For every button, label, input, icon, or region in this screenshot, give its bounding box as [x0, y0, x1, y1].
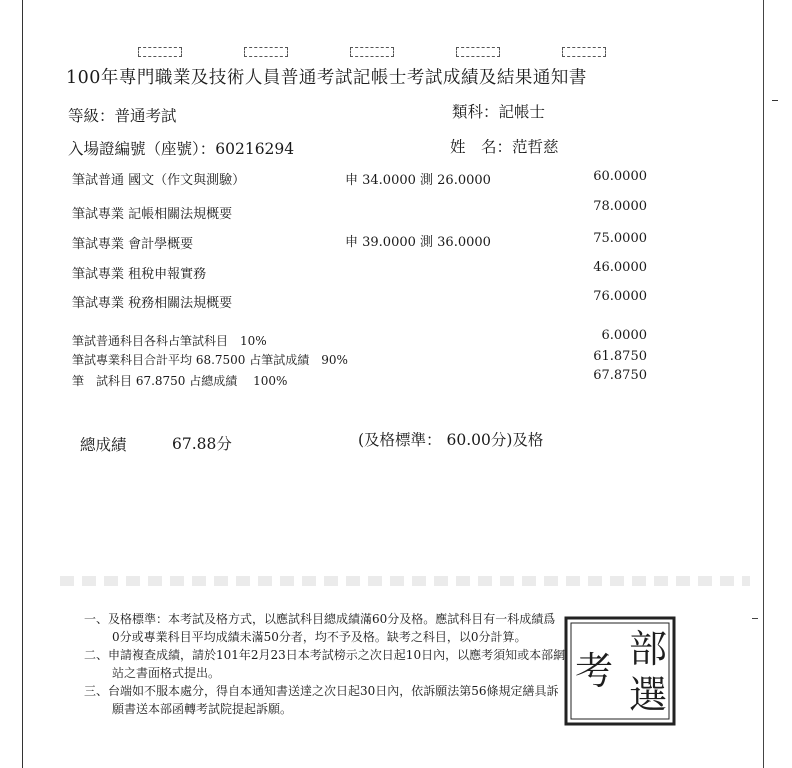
svg-text:部: 部	[628, 627, 668, 671]
notes-section	[84, 610, 565, 718]
subject-score: 78.0000	[593, 199, 647, 214]
svg-text:考: 考	[574, 649, 614, 693]
note-line: 0分或專業科目平均成績未滿50分者，均不予及格。缺考之科目，以0分計算。	[112, 630, 527, 644]
subject-name: 筆試專業 租稅申報實務	[72, 267, 207, 282]
note-line: 二、申請複查成績，請於101年2月23日本考試榜示之次日起10日內，以應考須知或本部網	[84, 648, 566, 662]
document-title: 100年專門職業及技術人員普通考試記帳士考試成績及結果通知書	[66, 68, 587, 88]
note-line: 站之書面格式提出。	[112, 666, 221, 680]
faint-bleed-through	[60, 576, 750, 586]
edge-mark	[772, 100, 778, 101]
blank-box	[456, 47, 500, 57]
note-line: 一、及格標準：本考試及格方式，以應試科目總成績滿60分及格。應試科目有一科成績爲	[84, 612, 556, 626]
page-edge-left	[22, 0, 23, 768]
category-label: 類科：記帳士	[452, 103, 546, 121]
level-label: 等級：普通考試	[68, 107, 177, 125]
subject-name: 筆試普通 國文（作文與測驗）	[72, 173, 246, 188]
total-score: 67.88分	[172, 435, 232, 453]
summary-value: 6.0000	[601, 328, 647, 343]
admission-number: 入場證編號（座號）：60216294	[68, 140, 295, 158]
edge-tick	[752, 618, 758, 619]
official-seal	[560, 612, 680, 730]
blank-box	[138, 47, 182, 57]
summary-label: 筆 試科目 67.8750 占總成績 100%	[72, 374, 288, 388]
page-edge-right	[763, 0, 764, 768]
blank-box	[244, 47, 288, 57]
subject-score: 75.0000	[593, 231, 647, 246]
summary-label: 筆試普通科目各科占筆試科目 10%	[72, 334, 267, 348]
subject-name: 筆試專業 稅務相關法規概要	[72, 296, 233, 311]
summary-label: 筆試專業科目合計平均 68.7500 占筆試成績 90%	[72, 353, 348, 367]
subject-score: 60.0000	[593, 169, 647, 184]
note-line: 三、台端如不服本處分，得自本通知書送達之次日起30日內，依訴願法第56條規定繕具訴	[84, 684, 559, 698]
subject-score: 76.0000	[593, 289, 647, 304]
subject-score: 46.0000	[593, 260, 647, 275]
pass-result: (及格標準： 60.00分)及格	[358, 431, 544, 449]
svg-text:選: 選	[628, 673, 668, 717]
blank-box	[562, 47, 606, 57]
candidate-name: 姓 名：范哲慈	[450, 138, 559, 156]
summary-value: 61.8750	[593, 349, 647, 364]
total-label: 總成績	[80, 436, 127, 454]
subject-name: 筆試專業 會計學概要	[72, 237, 194, 252]
summary-value: 67.8750	[593, 368, 647, 383]
subject-detail: 申 39.0000 測 36.0000	[345, 235, 491, 250]
blank-box	[350, 47, 394, 57]
subject-name: 筆試專業 記帳相關法規概要	[72, 207, 233, 222]
note-line: 願書送本部函轉考試院提起訴願。	[112, 702, 293, 716]
subject-detail: 申 34.0000 測 26.0000	[345, 173, 491, 188]
